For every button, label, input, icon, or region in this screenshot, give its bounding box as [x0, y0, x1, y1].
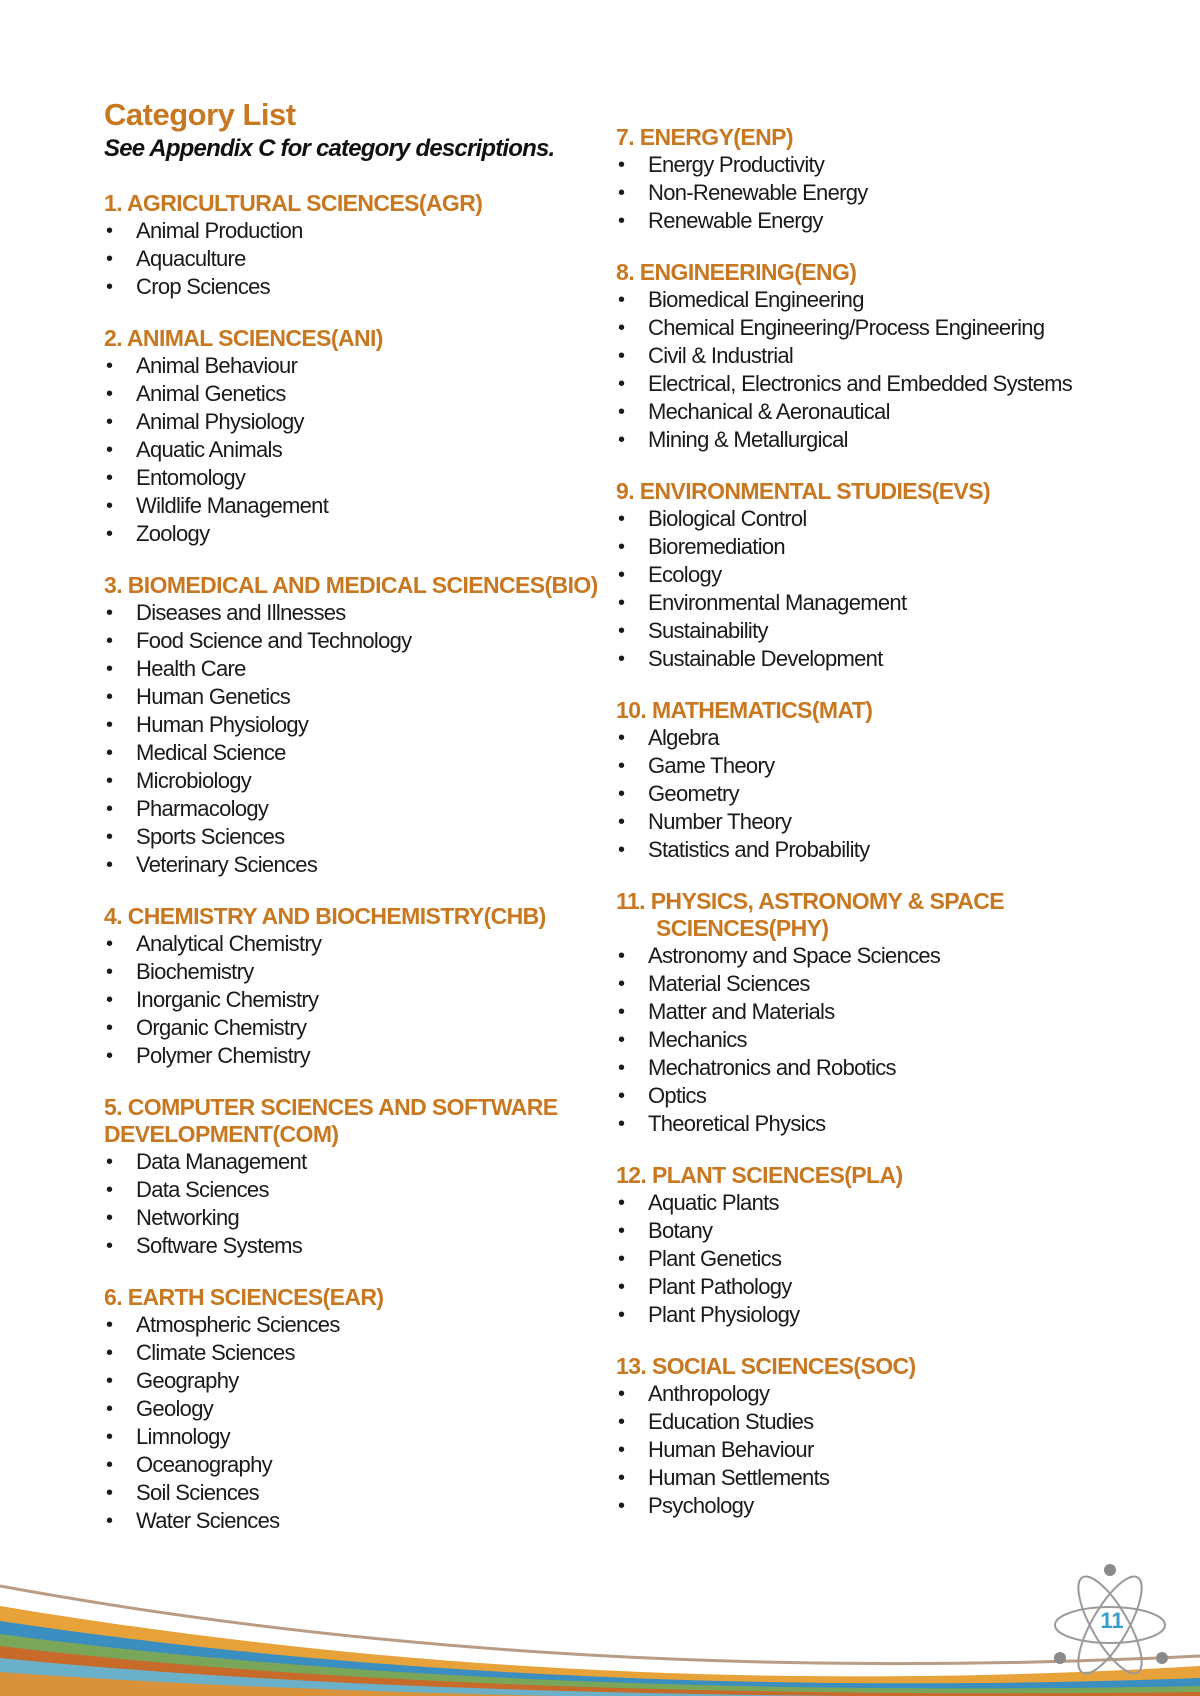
- category-item: • Mechanics: [616, 1026, 1176, 1054]
- category-item-list: [104, 930, 624, 1070]
- category-item-list: [104, 1311, 624, 1535]
- category-item: • Animal Behaviour: [104, 352, 624, 380]
- category-item: • Algebra: [616, 724, 1176, 752]
- category-item: • Education Studies: [616, 1408, 1176, 1436]
- category-item: • Wildlife Management: [104, 492, 624, 520]
- page-title: Category List: [104, 97, 296, 132]
- category-item: • Bioremediation: [616, 533, 1176, 561]
- category-item: • Zoology: [104, 520, 624, 548]
- category-section: [616, 478, 1176, 673]
- category-item-list: [104, 599, 624, 879]
- category-item: • Oceanography: [104, 1451, 624, 1479]
- category-heading: 2. ANIMAL SCIENCES(ANI): [104, 325, 383, 351]
- decorative-wave-footer: [0, 1546, 1200, 1696]
- category-item: • Veterinary Sciences: [104, 851, 624, 879]
- category-item: • Number Theory: [616, 808, 1176, 836]
- category-item: • Geography: [104, 1367, 624, 1395]
- category-item: • Atmospheric Sciences: [104, 1311, 624, 1339]
- category-section: [616, 259, 1176, 454]
- category-section: [616, 888, 1176, 1138]
- category-item-list: [616, 724, 1176, 864]
- category-item: • Psychology: [616, 1492, 1176, 1520]
- category-item: • Polymer Chemistry: [104, 1042, 624, 1070]
- category-heading: 4. CHEMISTRY AND BIOCHEMISTRY(CHB): [104, 903, 546, 929]
- category-item: • Material Sciences: [616, 970, 1176, 998]
- category-item: • Optics: [616, 1082, 1176, 1110]
- category-item: • Aquatic Animals: [104, 436, 624, 464]
- category-heading: 1. AGRICULTURAL SCIENCES(AGR): [104, 190, 483, 216]
- category-item: • Anthropology: [616, 1380, 1176, 1408]
- category-item: • Electrical, Electronics and Embedded Systems: [616, 370, 1176, 398]
- category-item: • Statistics and Probability: [616, 836, 1176, 864]
- category-item: • Ecology: [616, 561, 1176, 589]
- category-section: [616, 697, 1176, 864]
- category-heading: 11. PHYSICS, ASTRONOMY & SPACE SCIENCES(PHY): [616, 888, 1005, 941]
- category-item: • Inorganic Chemistry: [104, 986, 624, 1014]
- category-item-list: [616, 505, 1176, 673]
- category-item: • Plant Genetics: [616, 1245, 1176, 1273]
- page-number: 11: [1100, 1608, 1124, 1633]
- category-heading: 7. ENERGY(ENP): [616, 124, 793, 150]
- category-item: • Mechanical & Aeronautical: [616, 398, 1176, 426]
- category-item: • Food Science and Technology: [104, 627, 624, 655]
- category-item: • Astronomy and Space Sciences: [616, 942, 1176, 970]
- category-item: • Human Genetics: [104, 683, 624, 711]
- category-section: [104, 903, 624, 1070]
- category-item-list: [104, 352, 624, 548]
- page-subtitle: See Appendix C for category descriptions.: [104, 135, 555, 162]
- category-heading: 12. PLANT SCIENCES(PLA): [616, 1162, 903, 1188]
- category-item: • Organic Chemistry: [104, 1014, 624, 1042]
- category-section: [616, 1162, 1176, 1329]
- category-heading: 5. COMPUTER SCIENCES AND SOFTWARE DEVELOPMENT(COM): [104, 1094, 558, 1147]
- category-section: [104, 572, 624, 879]
- category-item: • Biochemistry: [104, 958, 624, 986]
- category-item-list: [616, 942, 1176, 1138]
- category-item-list: [104, 1148, 624, 1260]
- category-item: • Software Systems: [104, 1232, 624, 1260]
- category-item: • Biomedical Engineering: [616, 286, 1176, 314]
- category-item: • Chemical Engineering/Process Engineering: [616, 314, 1176, 342]
- category-heading: 8. ENGINEERING(ENG): [616, 259, 857, 285]
- category-item: • Game Theory: [616, 752, 1176, 780]
- category-item: • Analytical Chemistry: [104, 930, 624, 958]
- category-item: • Climate Sciences: [104, 1339, 624, 1367]
- category-item: • Energy Productivity: [616, 151, 1176, 179]
- left-column: [104, 96, 624, 1559]
- category-item: • Plant Pathology: [616, 1273, 1176, 1301]
- category-item: • Renewable Energy: [616, 207, 1176, 235]
- left-section-list: [104, 190, 624, 1535]
- category-section: [616, 1353, 1176, 1520]
- category-item-list: [616, 1189, 1176, 1329]
- category-heading: 6. EARTH SCIENCES(EAR): [104, 1284, 384, 1310]
- category-item: • Limnology: [104, 1423, 624, 1451]
- category-item: • Botany: [616, 1217, 1176, 1245]
- category-item: • Sports Sciences: [104, 823, 624, 851]
- category-item: • Human Physiology: [104, 711, 624, 739]
- category-item: • Biological Control: [616, 505, 1176, 533]
- category-item: • Data Management: [104, 1148, 624, 1176]
- category-heading: 13. SOCIAL SCIENCES(SOC): [616, 1353, 916, 1379]
- category-item: • Human Settlements: [616, 1464, 1176, 1492]
- category-item: • Theoretical Physics: [616, 1110, 1176, 1138]
- category-item-list: [104, 217, 624, 301]
- category-section: [104, 1284, 624, 1535]
- category-item: • Aquaculture: [104, 245, 624, 273]
- right-column: [616, 124, 1176, 1544]
- category-item: • Data Sciences: [104, 1176, 624, 1204]
- category-item: • Aquatic Plants: [616, 1189, 1176, 1217]
- category-item: • Sustainability: [616, 617, 1176, 645]
- category-heading: 9. ENVIRONMENTAL STUDIES(EVS): [616, 478, 991, 504]
- category-item-list: [616, 151, 1176, 235]
- category-item: • Mining & Metallurgical: [616, 426, 1176, 454]
- category-item-list: [616, 286, 1176, 454]
- category-item: • Geology: [104, 1395, 624, 1423]
- category-section: [616, 124, 1176, 235]
- category-item: • Networking: [104, 1204, 624, 1232]
- category-item: • Microbiology: [104, 767, 624, 795]
- category-section: [104, 325, 624, 548]
- category-item: • Soil Sciences: [104, 1479, 624, 1507]
- category-item: • Health Care: [104, 655, 624, 683]
- category-item: • Crop Sciences: [104, 273, 624, 301]
- category-heading: 10. MATHEMATICS(MAT): [616, 697, 873, 723]
- category-item: • Water Sciences: [104, 1507, 624, 1535]
- category-item: • Matter and Materials: [616, 998, 1176, 1026]
- category-item: • Medical Science: [104, 739, 624, 767]
- category-item: • Animal Genetics: [104, 380, 624, 408]
- category-item: • Animal Production: [104, 217, 624, 245]
- category-item: • Non-Renewable Energy: [616, 179, 1176, 207]
- category-item: • Diseases and Illnesses: [104, 599, 624, 627]
- category-item: • Mechatronics and Robotics: [616, 1054, 1176, 1082]
- category-item: • Civil & Industrial: [616, 342, 1176, 370]
- category-item: • Plant Physiology: [616, 1301, 1176, 1329]
- category-item: • Geometry: [616, 780, 1176, 808]
- right-section-list: [616, 124, 1176, 1520]
- category-item: • Pharmacology: [104, 795, 624, 823]
- category-item: • Sustainable Development: [616, 645, 1176, 673]
- category-item: • Entomology: [104, 464, 624, 492]
- category-item: • Human Behaviour: [616, 1436, 1176, 1464]
- category-heading: 3. BIOMEDICAL AND MEDICAL SCIENCES(BIO): [104, 572, 598, 598]
- category-item: • Animal Physiology: [104, 408, 624, 436]
- category-item: • Environmental Management: [616, 589, 1176, 617]
- category-section: [104, 1094, 624, 1260]
- category-item-list: [616, 1380, 1176, 1520]
- category-section: [104, 190, 624, 301]
